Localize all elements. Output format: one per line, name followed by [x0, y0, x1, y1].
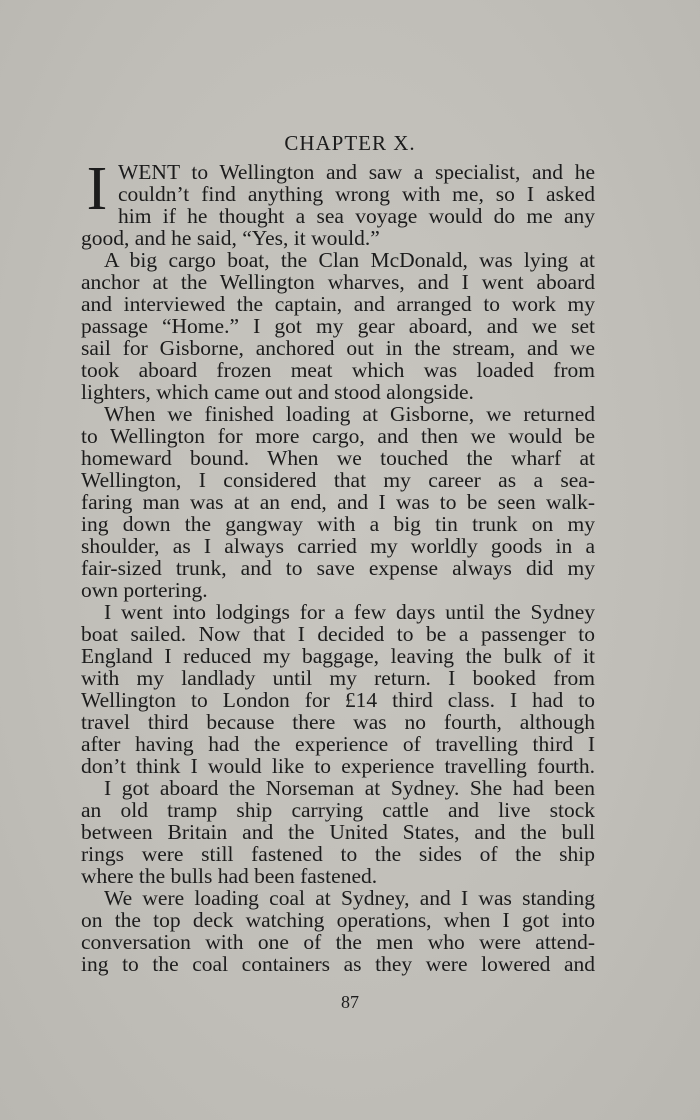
text-line: travel third because there was no fourth, although	[81, 710, 595, 734]
text-line: When we finished loading at Gisborne, we returned	[104, 402, 595, 426]
text-line: him if he thought a sea voyage would do me any	[118, 204, 595, 228]
text-line: sail for Gisborne, anchored out in the stream, and we	[81, 336, 595, 360]
text-line: ing down the gangway with a big tin trunk on my	[81, 512, 595, 536]
text-line: WENT to Wellington and saw a specialist, and he	[118, 160, 595, 184]
text-line: with my landlady until my return. I booked from	[81, 666, 595, 690]
drop-cap: I	[86, 155, 108, 223]
text-line: Wellington, I considered that my career as a sea-	[81, 468, 595, 492]
text-line: where the bulls had been fastened.	[81, 864, 378, 888]
text-line: took aboard frozen meat which was loaded from	[81, 358, 595, 382]
text-line: I went into lodgings for a few days until the Sydney	[104, 600, 595, 624]
text-line: between Britain and the United States, and the bull	[81, 820, 595, 844]
page-number: 87	[341, 992, 359, 1012]
text-line: faring man was at an end, and I was to be seen walk-	[81, 490, 595, 514]
text-line: on the top deck watching operations, when I got into	[81, 908, 595, 932]
text-line: couldn’t find anything wrong with me, so I asked	[118, 182, 595, 206]
body-text	[81, 161, 595, 975]
text-line: ing to the coal containers as they were lowered and	[81, 952, 595, 976]
text-line: don’t think I would like to experience travelling fourth.	[81, 754, 595, 778]
text-line: A big cargo boat, the Clan McDonald, was lying at	[104, 248, 595, 272]
text-line: We were loading coal at Sydney, and I was standing	[104, 886, 595, 910]
text-line: fair-sized trunk, and to save expense always did my	[81, 556, 595, 580]
text-line: boat sailed. Now that I decided to be a passenger to	[81, 622, 595, 646]
text-line: to Wellington for more cargo, and then we would be	[81, 424, 595, 448]
text-line: after having had the experience of travelling third I	[81, 732, 595, 756]
text-line: and interviewed the captain, and arranged to work my	[81, 292, 595, 316]
text-line: anchor at the Wellington wharves, and I went aboard	[81, 270, 595, 294]
text-line: lighters, which came out and stood alongside.	[81, 380, 474, 404]
chapter-title: CHAPTER X.	[284, 131, 416, 155]
text-line: Wellington to London for £14 third class. I had to	[81, 688, 595, 712]
text-line: conversation with one of the men who were attend-	[81, 930, 595, 954]
text-line: good, and he said, “Yes, it would.”	[81, 226, 380, 250]
text-line: England I reduced my baggage, leaving the bulk of it	[81, 644, 595, 668]
text-line: rings were still fastened to the sides of the ship	[81, 842, 595, 866]
text-line: passage “Home.” I got my gear aboard, and we set	[81, 314, 595, 338]
text-line: I got aboard the Norseman at Sydney. She had been	[104, 776, 595, 800]
text-line: own portering.	[81, 578, 208, 602]
text-line: shoulder, as I always carried my worldly goods in a	[81, 534, 595, 558]
text-line: an old tramp ship carrying cattle and live stock	[81, 798, 595, 822]
text-line: homeward bound. When we touched the wharf at	[81, 446, 595, 470]
